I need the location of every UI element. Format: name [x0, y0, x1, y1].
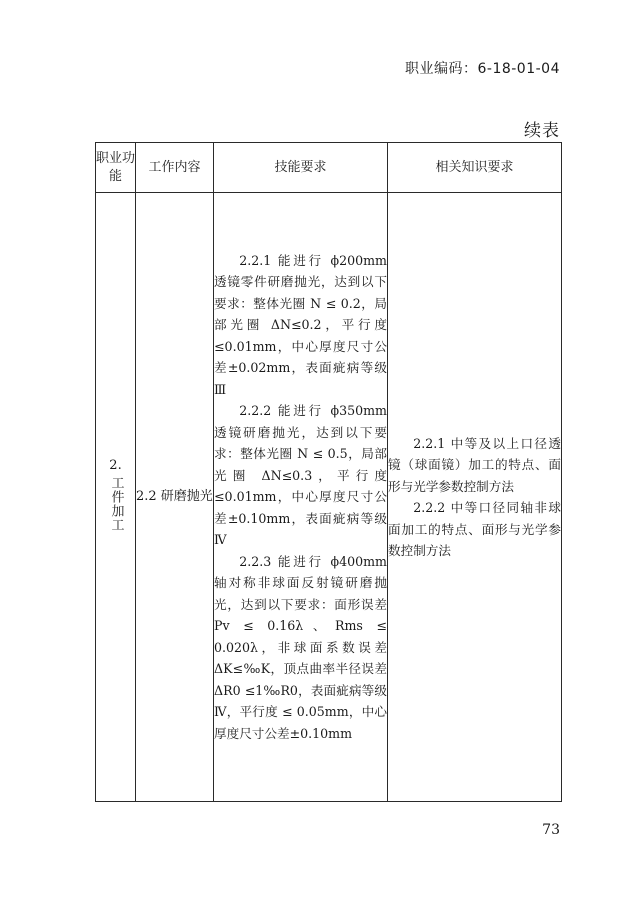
function-name: 工件加工 — [108, 475, 124, 532]
work-content-text: 2.2 研磨抛光 — [136, 489, 213, 504]
function-cell — [96, 193, 136, 802]
skill-item-1: 2.2.1 能进行 ϕ200mm 透镜零件研磨抛光，达到以下要求：整体光圈 N ≤ 0.2，局部光圈 ΔN≤0.2，平行度≤0.01mm，中心厚度尺寸公差±0.02mm，表面疵病等级Ⅲ — [214, 252, 387, 397]
skill-item-2: 2.2.2 能进行 ϕ350mm 透镜研磨抛光，达到以下要求：整体光圈 N ≤ 0.5，局部光圈 ΔN≤0.3，平行度≤0.01mm，中心厚度尺寸公差±0.10mm，表面疵病等级Ⅳ — [214, 403, 387, 548]
occupation-code: 职业编码：6-18-01-04 — [404, 61, 560, 77]
knowledge-cell — [388, 193, 562, 802]
header-function: 职业功能 — [96, 143, 136, 193]
knowledge-item-2: 2.2.2 中等口径同轴非球面加工的特点、面形与光学参数控制方法 — [388, 500, 561, 558]
table-header-row — [96, 143, 562, 193]
knowledge-item-1: 2.2.1 中等及以上口径透镜（球面镜）加工的特点、面形与光学参数控制方法 — [388, 435, 561, 494]
function-number: 2. — [109, 457, 122, 473]
work-content-cell — [136, 193, 214, 802]
requirements-table — [95, 142, 562, 802]
header-work-content: 工作内容 — [136, 143, 214, 193]
header-knowledge: 相关知识要求 — [388, 143, 562, 193]
skills-cell — [214, 193, 388, 802]
page-number: 73 — [542, 822, 560, 838]
continued-label: 续表 — [524, 121, 560, 141]
skill-item-3: 2.2.3 能进行 ϕ400mm 轴对称非球面反射镜研磨抛光，达到以下要求：面形误差 Pv ≤ 0.16λ、Rms ≤ 0.020λ，非球面系数误差ΔK≤‰K，顶点曲率半径误差 ΔR0 ≤1‰R0，表面疵病等级 Ⅳ，平行度 ≤ 0.05mm，中心厚度尺寸公差±0.10mm — [214, 553, 387, 741]
header-skills: 技能要求 — [214, 143, 388, 193]
table-row — [96, 193, 562, 802]
